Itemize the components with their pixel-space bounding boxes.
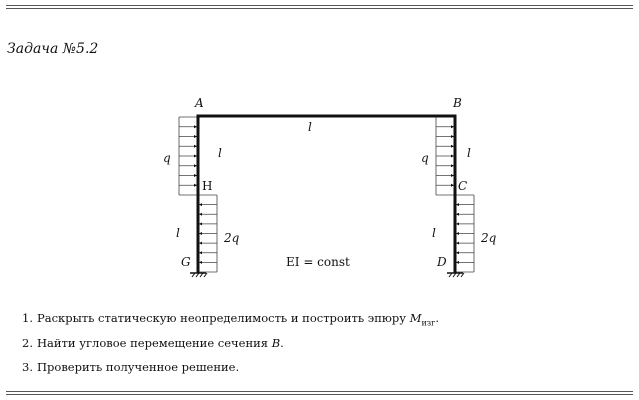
- stiffness-note: EI = const: [286, 255, 350, 269]
- length-label-right-lower: l: [432, 226, 436, 240]
- task-item-3: 3. Проверить полученное решение.: [22, 360, 240, 374]
- load-label-right-lower: 2q: [481, 231, 497, 245]
- load-left-upper: [179, 117, 198, 195]
- length-label-left-lower: l: [176, 226, 180, 240]
- problem-title: Задача №5.2: [7, 41, 99, 57]
- length-label-right-upper: l: [467, 146, 471, 160]
- node-label-C: C: [458, 179, 468, 193]
- support-D: [447, 273, 464, 277]
- load-right-upper: [436, 117, 455, 195]
- node-label-D: D: [437, 255, 447, 269]
- node-label-G: G: [181, 255, 191, 269]
- task-item-2: 2. Найти угловое перемещение сечения B.: [22, 335, 284, 350]
- bottom-rule-inner: [6, 391, 633, 392]
- bottom-rule-outer: [6, 394, 633, 395]
- support-G: [190, 273, 207, 277]
- node-label-B: B: [453, 96, 462, 110]
- node-label-A: A: [195, 96, 204, 110]
- load-right-lower: [455, 195, 474, 272]
- task-item-1: 1. Раскрыть статическую неопределимость и построить эпюру $M_{изг}$.: [22, 311, 440, 328]
- task-list: [22, 311, 439, 385]
- node-label-H: H: [202, 179, 213, 193]
- load-label-left-lower: 2q: [224, 231, 240, 245]
- load-label-left-upper: q: [163, 151, 171, 165]
- frame-members: [198, 116, 455, 272]
- load-label-right-upper: q: [421, 151, 429, 165]
- length-label-beam: l: [308, 120, 312, 134]
- length-label-left-upper: l: [218, 146, 222, 160]
- load-left-lower: [198, 195, 217, 272]
